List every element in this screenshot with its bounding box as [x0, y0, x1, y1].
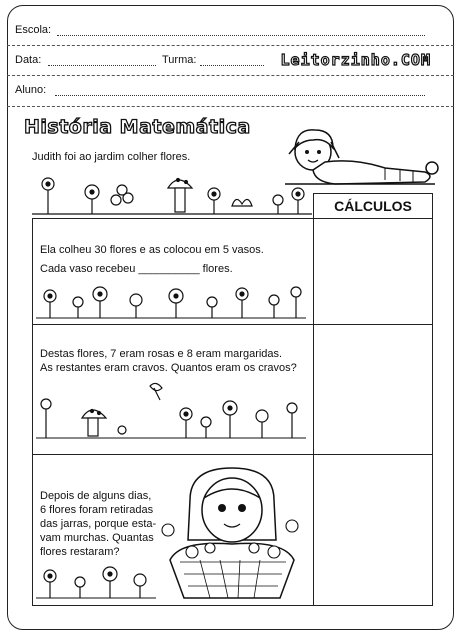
garden-row-2: [36, 378, 306, 444]
class-field[interactable]: [200, 65, 264, 66]
divider: [7, 45, 454, 46]
problem-2-line-2: As restantes eram cravos. Quantos eram os cravos?: [40, 362, 297, 374]
divider: [7, 106, 454, 107]
date-field[interactable]: [48, 65, 156, 66]
intro-text: Judith foi ao jardim colher flores.: [32, 151, 191, 163]
student-field[interactable]: [55, 95, 425, 96]
student-label: Aluno:: [15, 84, 47, 96]
girl-with-basket-illustration: [150, 460, 310, 602]
calc-2-box[interactable]: [313, 324, 433, 455]
flower-row-3: [36, 560, 156, 602]
calc-3-box[interactable]: [313, 454, 433, 606]
problem-3-line-5: flores restaram?: [40, 546, 120, 558]
problem-2-line-1: Destas flores, 7 eram rosas e 8 eram margaridas.: [40, 348, 283, 360]
class-label: Turma:: [162, 54, 197, 66]
brand-logo: Leitorzinho.COM: [280, 51, 431, 69]
problem-3-line-4: vam murchas. Quantas: [40, 532, 154, 544]
page-title: História Matemática: [24, 116, 251, 138]
garden-border-top: [32, 170, 312, 218]
problem-3-line-2: 6 flores foram retiradas: [40, 504, 154, 516]
calc-header: CÁLCULOS: [334, 198, 412, 214]
problem-3-line-1: Depois de alguns dias,: [40, 490, 152, 502]
problem-1-line-2: Cada vaso recebeu __________ flores.: [40, 263, 233, 275]
problem-1-line-1: Ela colheu 30 flores e as colocou em 5 vasos.: [40, 244, 264, 256]
calc-1-box[interactable]: [313, 218, 433, 325]
divider: [7, 75, 454, 76]
school-label: Escola:: [15, 24, 52, 36]
date-label: Data:: [15, 54, 42, 66]
flower-row-1: [36, 282, 306, 322]
problem-3-line-3: das jarras, porque esta-: [40, 518, 157, 530]
school-field[interactable]: [57, 35, 425, 36]
